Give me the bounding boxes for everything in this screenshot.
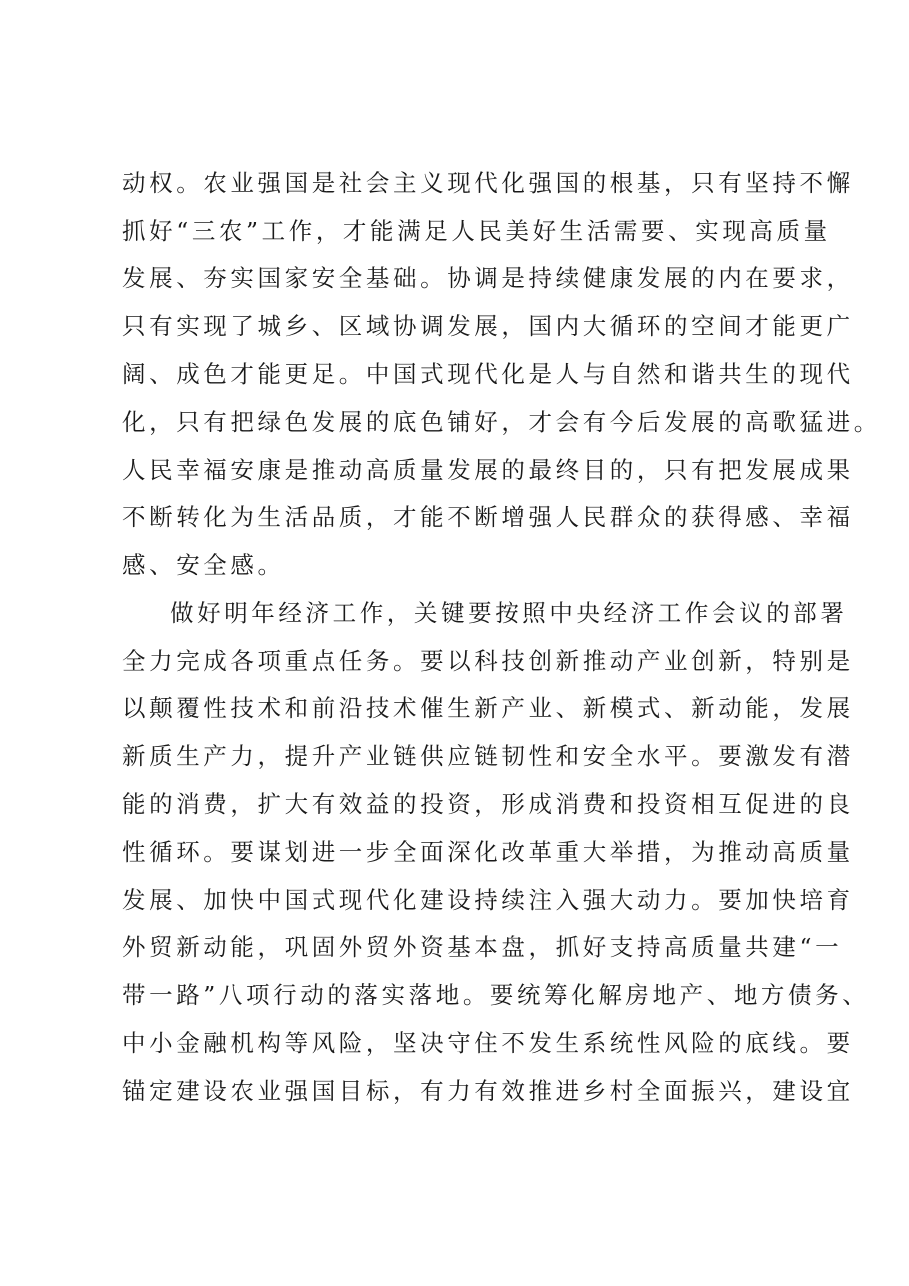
paragraph-2-line-8: 外贸新动能，巩固外贸外资基本盘，抓好支持高质量共建“一 bbox=[122, 933, 843, 961]
paragraph-2-line-6: 性循环。要谋划进一步全面深化改革重大举措，为推动高质量 bbox=[122, 838, 854, 866]
paragraph-1-line-3: 发展、夯实国家安全基础。协调是持续健康发展的内在要求， bbox=[122, 264, 854, 292]
paragraph-2-line-5: 能的消费，扩大有效益的投资，形成消费和投资相互促进的良 bbox=[122, 790, 854, 818]
paragraph-1-line-4: 只有实现了城乡、区域协调发展，国内大循环的空间才能更广 bbox=[122, 312, 854, 340]
paragraph-1-line-9: 感、安全感。 bbox=[122, 551, 285, 579]
paragraph-2-line-2: 全力完成各项重点任务。要以科技创新推动产业创新，特别是 bbox=[122, 647, 854, 675]
paragraph-1-line-7: 人民幸福安康是推动高质量发展的最终目的，只有把发展成果 bbox=[122, 456, 854, 484]
paragraph-1-line-2: 抓好“三农”工作，才能满足人民美好生活需要、实现高质量 bbox=[122, 217, 831, 245]
paragraph-2-line-1: 做好明年经济工作，关键要按照中央经济工作会议的部署 bbox=[170, 599, 848, 627]
paragraph-1-line-5: 阔、成色才能更足。中国式现代化是人与自然和谐共生的现代 bbox=[122, 360, 854, 388]
paragraph-1-line-1: 动权。农业强国是社会主义现代化强国的根基，只有坚持不懈 bbox=[122, 169, 854, 197]
paragraph-2-line-7: 发展、加快中国式现代化建设持续注入强大动力。要加快培育 bbox=[122, 886, 854, 914]
paragraph-2-line-3: 以颠覆性技术和前沿技术催生新产业、新模式、新动能，发展 bbox=[122, 694, 854, 722]
paragraph-2-line-9: 带一路”八项行动的落实落地。要统筹化解房地产、地方债务、 bbox=[122, 981, 870, 1009]
paragraph-2-line-11: 锚定建设农业强国目标，有力有效推进乡村全面振兴，建设宜 bbox=[122, 1077, 854, 1105]
paragraph-2-line-10: 中小金融机构等风险，坚决守住不发生系统性风险的底线。要 bbox=[122, 1029, 854, 1057]
paragraph-2-line-4: 新质生产力，提升产业链供应链韧性和安全水平。要激发有潜 bbox=[122, 742, 854, 770]
paragraph-1-line-6: 化，只有把绿色发展的底色铺好，才会有今后发展的高歌猛进。 bbox=[122, 408, 881, 436]
paragraph-1-line-8: 不断转化为生活品质，才能不断增强人民群众的获得感、幸福 bbox=[122, 503, 854, 531]
